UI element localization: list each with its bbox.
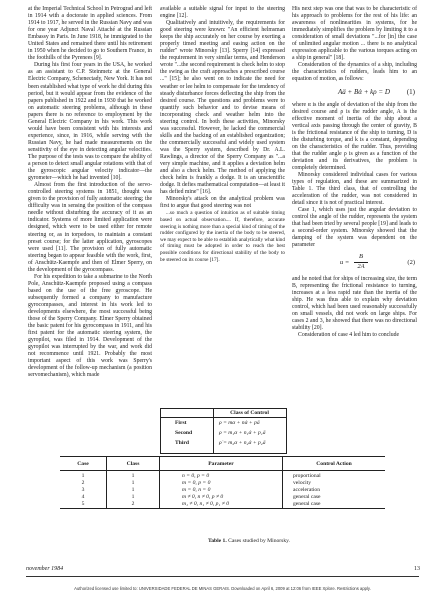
table-cell: m = 0, p = 0	[160, 480, 283, 487]
table-cell: 1	[107, 471, 160, 481]
table-cell: 1	[107, 487, 160, 494]
table-cell: 2	[107, 501, 160, 509]
paragraph: Consideration of the dynamics of a ship, including the characteristics of rudders, leads him to an equation of motion, as follows:	[292, 62, 417, 83]
table-header-cell: Class	[107, 457, 160, 471]
license-notice: Authorized licensed use limited to: UNIVERSIDADE FEDERAL DE MINAS GERAIS. Downloaded on April 6, 2009 at 12:06 from IEEE Xplore. Restrictions apply.	[74, 586, 371, 591]
paragraph: Minorsky considered individual cases for various types of regulation, and these are summarized in Table 1. The third class, that of controlling the acceleration of the rudder, was not considered in detail since it is not of practical interest.	[292, 171, 417, 207]
table-cell: 5	[60, 501, 107, 509]
table-row	[60, 501, 385, 509]
table-cell: general case	[283, 494, 386, 501]
equation-number: (1)	[406, 87, 415, 96]
table-row	[60, 487, 385, 494]
paragraph: For his expedition to take a submarine to the North Pole, Anschütz-Kaempfe proposed using a compass based on the use of the free gyroscope. He subsequently formed a company to manufacture gyrocompasses, and interest in his work led to developments elsewhere, the most successful being those of the Sperry Company. Elmer Sperry obtained the basic patent for his gyrocompass in 1911, and his first patent for the automatic steering system, the gyropilot, was filed in 1914. Development of the gyropilot was interrupted by the war, and work did not recommence until 1921. Probably the most important aspect of this work was Sperry's development of the follow-up mechanism (a position servomechanism), which made	[28, 273, 152, 379]
paragraph: and he noted that for ships of increasing size, the term B, representing the frictional resistance to turning, increases at a less rapid rate than the inertia of the ship. He was thus able to explain why deviation control, which had been used reasonably successfully on small vessels, did not work on large ships. For cases 2 and 3, he showed that there was no directional stability [20].	[292, 275, 417, 331]
paragraph: Minorsky's attack on the analytical problem was first to argue that good steering was not	[160, 196, 285, 210]
text-column-left	[28, 6, 152, 379]
table-cell: 1	[107, 480, 160, 487]
paragraph: Consideration of case 4 led him to conclude	[298, 331, 400, 338]
fraction-numerator: B	[359, 252, 363, 260]
table-header-row	[60, 457, 385, 471]
table-cell: n = 0, p = 0	[160, 471, 283, 481]
class-of-control-title: Class of Control	[161, 409, 286, 418]
paragraph: where α is the angle of deviation of the ship from the desired course and ρ is the rudder angle, A is the effective moment of inertia of the ship about a vertical axis passing through the center of gravity, B is the frictional resistance of the ship to turning, D is the disturbing torque, and k is a constant, depending on the characteristics of the rudder. Thus, providing that the rudder angle ρ is given as a function of the deviation and its derivatives, the problem is completely determined.	[292, 101, 417, 171]
paragraph: at the Imperial Technical School in Petrograd and left in 1914 with a doctorate in applied sciences. From 1914 to 1917, he served in the Russian Navy and was for one year Adjunct Naval Attaché at the Russian Embassy in Paris. In June 1918, he immigrated to the United States and remained there until his retirement in 1950 when he decided to go to Southern France, in the foothills of the Pyrenees [9].	[28, 6, 152, 62]
table-cell: 2	[81, 480, 85, 486]
footer-date: november 1984	[26, 566, 64, 572]
table-cell: 4	[81, 494, 85, 500]
box-divider	[213, 409, 214, 453]
block-quote: ...so much a question of intuition as of suitable timing based on actual observation.... If, therefore, accurate steering is nothing more than a special kind of timing of the rudder configured by the inertia of the body to be steered, we may expect to be able to establish analytically what kind of timing must be adopted in order to reach the best possible conditions for directional stability of the body to be steered on its course [17].	[160, 210, 285, 263]
table-header-cell: Parameter	[160, 457, 283, 471]
equation-number: (2)	[407, 258, 415, 266]
text-column-middle	[160, 6, 285, 263]
table-row	[60, 480, 385, 487]
table-cell: m = 0, n = 0	[160, 487, 283, 494]
control-class-label: Third	[175, 440, 189, 446]
paragraph: available a suitable signal for input to the steering engine [12].	[160, 6, 285, 20]
paragraph: Almost from the first introduction of the servo-controlled steering systems in 1851, thought was given to the provision of fully automatic steering; the difficulty was in sensing the position of the compass needle without disturbing the accuracy of it as an indicator. Systems of more limited application were designed, which were to be used either for remote steering or, as in torpedoes, to maintain a constant preset course; for the latter application, gyroscopes were used [11]. The provision of fully automatic steering began to appear feasible with the work, first, of Anschütz-Kaempfe and then of Elmer Sperry, on the development of the gyrocompass.	[28, 182, 152, 273]
text-column-right	[292, 6, 417, 339]
table-row	[60, 494, 385, 501]
table-header-cell: Control Action	[283, 457, 386, 471]
table-cell: velocity	[283, 480, 386, 487]
table-caption	[208, 538, 290, 544]
table-cell: 3	[81, 487, 85, 493]
equation-2	[292, 253, 417, 273]
control-class-equation: ρ = m₁α + n₁ά + p₁ä	[219, 430, 266, 436]
footer-divider	[26, 576, 419, 577]
cases-table	[60, 456, 385, 509]
table-cell: general case	[283, 501, 386, 509]
equation-expression: Aä + Bά + kρ = D	[338, 87, 390, 96]
table-cell: 1	[81, 473, 85, 479]
control-class-equation: ρ = mα + nά + pä	[219, 420, 260, 426]
paragraph: Qualitatively and intuitively, the requirements for good steering were known: "An efficient helmsman keeps the ship accurately on her course by exerting a properly timed meeting and easing action on the rudder" wrote Minorsky [13]. Sperry [14] expressed the requirement in very similar terms, and Henderson wrote "...the second requirement is check helm to stop the swing as the craft approaches a prescribed course ..." [15]; he also went on to indicate the need for weather or lee helm to compensate for the tendency of steady disturbance forces deflecting the ship from the desired course. The questions and problems were to quantify such behavior and to devise means of incorporating check and weather helm into the steering control. In both these activities, Minorsky was successful. However, he lacked the commercial skills and the backing of an established organization; the commercially successful and widely used system was the Sperry system, described by Dr. A.L. Rawlings, a director of the Sperry Company as "...a very simple machine, and it applies a deviation helm and also a check helm. The method of applying the check helm is frankly a dodge. It is an unscientific dodge. It defies mathematical computation—at least it has defied mine" [16].	[160, 20, 286, 196]
table-caption-text: Cases studied by Minorsky.	[228, 538, 290, 544]
fraction-denominator: 2A	[357, 262, 365, 270]
table-header-cell: Case	[60, 457, 107, 471]
table-cell: m₁ ≠ 0, n₁ ≠ 0, p₁ ≠ 0	[160, 501, 283, 509]
table-cell: 1	[107, 494, 160, 501]
equation-1	[292, 87, 417, 99]
paragraph: Case 1, which uses just the angular deviation to control the angle of the rudder, represents the system that had been tried by several people [19] and leads to a second-order system. Minorsky showed that the damping of the system was dependent on the parameter	[292, 207, 417, 249]
table-cell: m ≠ 0, n ≠ 0, p ≠ 0	[160, 494, 283, 501]
paragraph: His next step was one that was to be characteristic of his approach to problems for the rest of his life: an awareness of nonlinearities in systems, for he immediately simplifies the problem by limiting it to a consideration of small deviations "...for [in] the case of unlimited angular motion ... there is no analytical expression applicable to the various torques acting on a ship in general" [18].	[292, 6, 417, 62]
control-class-label: Second	[175, 430, 193, 436]
page-number: 13	[414, 566, 420, 572]
control-class-equation: ρ̇ = m₂α + n₂ά + p₂ä	[219, 440, 266, 446]
paragraph: During his first four years in the USA, he worked as an assistant to C.P. Steinmetz at the General Electric Company, Schenectady, New York. It has not been established what type of work he did during this period, but it would appear from the evidence of the papers published in 1922 and in 1930 that he worked on automatic steering problems, although in these papers there is no reference to employment by the General Electric Company in his work. This work would have been consistent with his interests and experience, since, in 1916, while serving with the Russian Navy, he had made measurements on the sensitivity of the eye in detecting angular velocities. The purpose of the tests was to compare the ability of a person to detect small angular rotations with that of the gyroscopic angular velocity indicator—the gyrometer—which he had invented [10].	[28, 62, 152, 182]
table-caption-label: Table 1.	[208, 538, 227, 544]
table-cell: proportional	[283, 471, 386, 481]
table-cell: acceleration	[283, 487, 386, 494]
equation-lhs: u =	[340, 258, 350, 266]
control-class-label: First	[175, 420, 187, 426]
table-row	[60, 471, 385, 481]
class-of-control-box	[160, 408, 287, 454]
